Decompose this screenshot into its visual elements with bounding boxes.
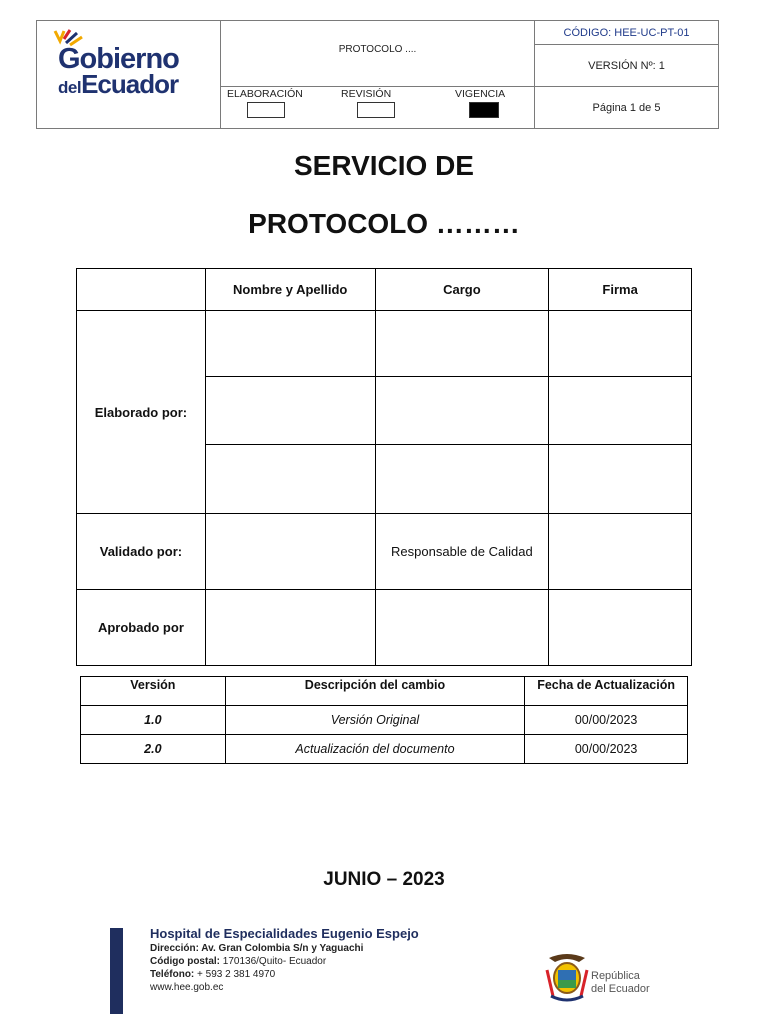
stage-vigencia <box>455 88 505 118</box>
version-number: 2.0 <box>81 735 226 764</box>
title-line-2: PROTOCOLO ……… <box>248 208 520 239</box>
firma-cell[interactable] <box>549 590 692 666</box>
address-text: Dirección: Av. Gran Colombia S/n y Yaguachi <box>150 943 364 954</box>
phone-label: Teléfono: <box>150 969 195 980</box>
role-elaborado: Elaborado por: <box>77 311 206 514</box>
gobierno-logo <box>53 29 213 109</box>
cargo-cell[interactable] <box>375 377 549 445</box>
version-description: Actualización del documento <box>225 735 524 764</box>
stage-elaboracion-checkbox[interactable] <box>247 102 285 118</box>
firma-cell[interactable] <box>549 377 692 445</box>
stage-elaboracion-label: ELABORACIÓN <box>227 88 303 100</box>
signature-header-row <box>77 269 692 311</box>
cargo-cell[interactable] <box>375 311 549 377</box>
name-cell[interactable] <box>205 377 375 445</box>
phone <box>150 968 419 981</box>
republica-label <box>591 970 650 996</box>
postal-code <box>150 955 419 968</box>
table-row <box>77 311 692 377</box>
signature-table <box>76 268 692 666</box>
cargo-cell[interactable] <box>375 445 549 514</box>
address <box>150 942 419 955</box>
version-date: 00/00/2023 <box>525 735 688 764</box>
name-cell[interactable] <box>205 445 375 514</box>
header-nombre: Nombre y Apellido <box>205 269 375 311</box>
republica-line-1: República <box>591 970 640 982</box>
cargo-responsable-calidad: Responsable de Calidad <box>375 514 549 590</box>
name-cell[interactable] <box>205 590 375 666</box>
logo-text-ecuador: Ecuador <box>81 69 179 99</box>
table-row <box>81 735 688 764</box>
phone-value: + 593 2 381 4970 <box>197 969 276 980</box>
website[interactable]: www.hee.gob.ec <box>150 982 224 993</box>
stage-vigencia-checkbox[interactable] <box>469 102 499 118</box>
coat-of-arms-icon <box>545 950 589 1004</box>
document-version: VERSIÓN Nº: 1 <box>535 45 718 87</box>
version-description: Versión Original <box>225 706 524 735</box>
role-validado: Validado por: <box>77 514 206 590</box>
postal-value: 170136/Quito- Ecuador <box>222 956 327 967</box>
header-empty-cell <box>77 269 206 311</box>
hospital-name: Hospital de Especialidades Eugenio Espejo <box>150 926 419 941</box>
version-table <box>80 676 688 764</box>
version-number: 1.0 <box>81 706 226 735</box>
logo-text-gobierno: Gobierno <box>58 43 179 75</box>
header-divider <box>221 86 534 87</box>
firma-cell[interactable] <box>549 445 692 514</box>
header-cargo: Cargo <box>375 269 549 311</box>
version-date: 00/00/2023 <box>525 706 688 735</box>
header-descripcion: Descripción del cambio <box>225 677 524 706</box>
header-document-cell <box>221 20 534 129</box>
footer-accent-bar <box>110 928 123 1014</box>
document-date: JUNIO – 2023 <box>323 869 445 890</box>
header-logo-cell <box>36 20 221 129</box>
footer-contact <box>150 925 419 994</box>
name-cell[interactable] <box>205 311 375 377</box>
stage-revision-checkbox[interactable] <box>357 102 395 118</box>
page-number: Página 1 de 5 <box>592 102 661 114</box>
stage-elaboracion <box>227 88 303 118</box>
document-code: CÓDIGO: HEE-UC-PT-01 <box>535 21 718 45</box>
stage-revision-label: REVISIÓN <box>341 88 392 100</box>
logo-text-del-ecuador <box>58 69 179 101</box>
table-row <box>77 514 692 590</box>
table-row <box>77 590 692 666</box>
document-name: PROTOCOLO .... <box>338 44 417 55</box>
logo-text-del: del <box>58 78 82 97</box>
header-firma: Firma <box>549 269 692 311</box>
stage-revision <box>341 88 395 118</box>
stage-vigencia-label: VIGENCIA <box>455 88 506 100</box>
name-cell[interactable] <box>205 514 375 590</box>
table-row <box>81 706 688 735</box>
role-aprobado: Aprobado por <box>77 590 206 666</box>
postal-label: Código postal: <box>150 956 220 967</box>
republica-line-2: del Ecuador <box>591 983 650 995</box>
header-meta-cell <box>534 20 719 129</box>
version-header-row <box>81 677 688 706</box>
title-line-1: SERVICIO DE <box>294 150 474 181</box>
firma-cell[interactable] <box>549 514 692 590</box>
firma-cell[interactable] <box>549 311 692 377</box>
cargo-cell[interactable] <box>375 590 549 666</box>
header-fecha: Fecha de Actualización <box>525 677 688 706</box>
header-version: Versión <box>81 677 226 706</box>
